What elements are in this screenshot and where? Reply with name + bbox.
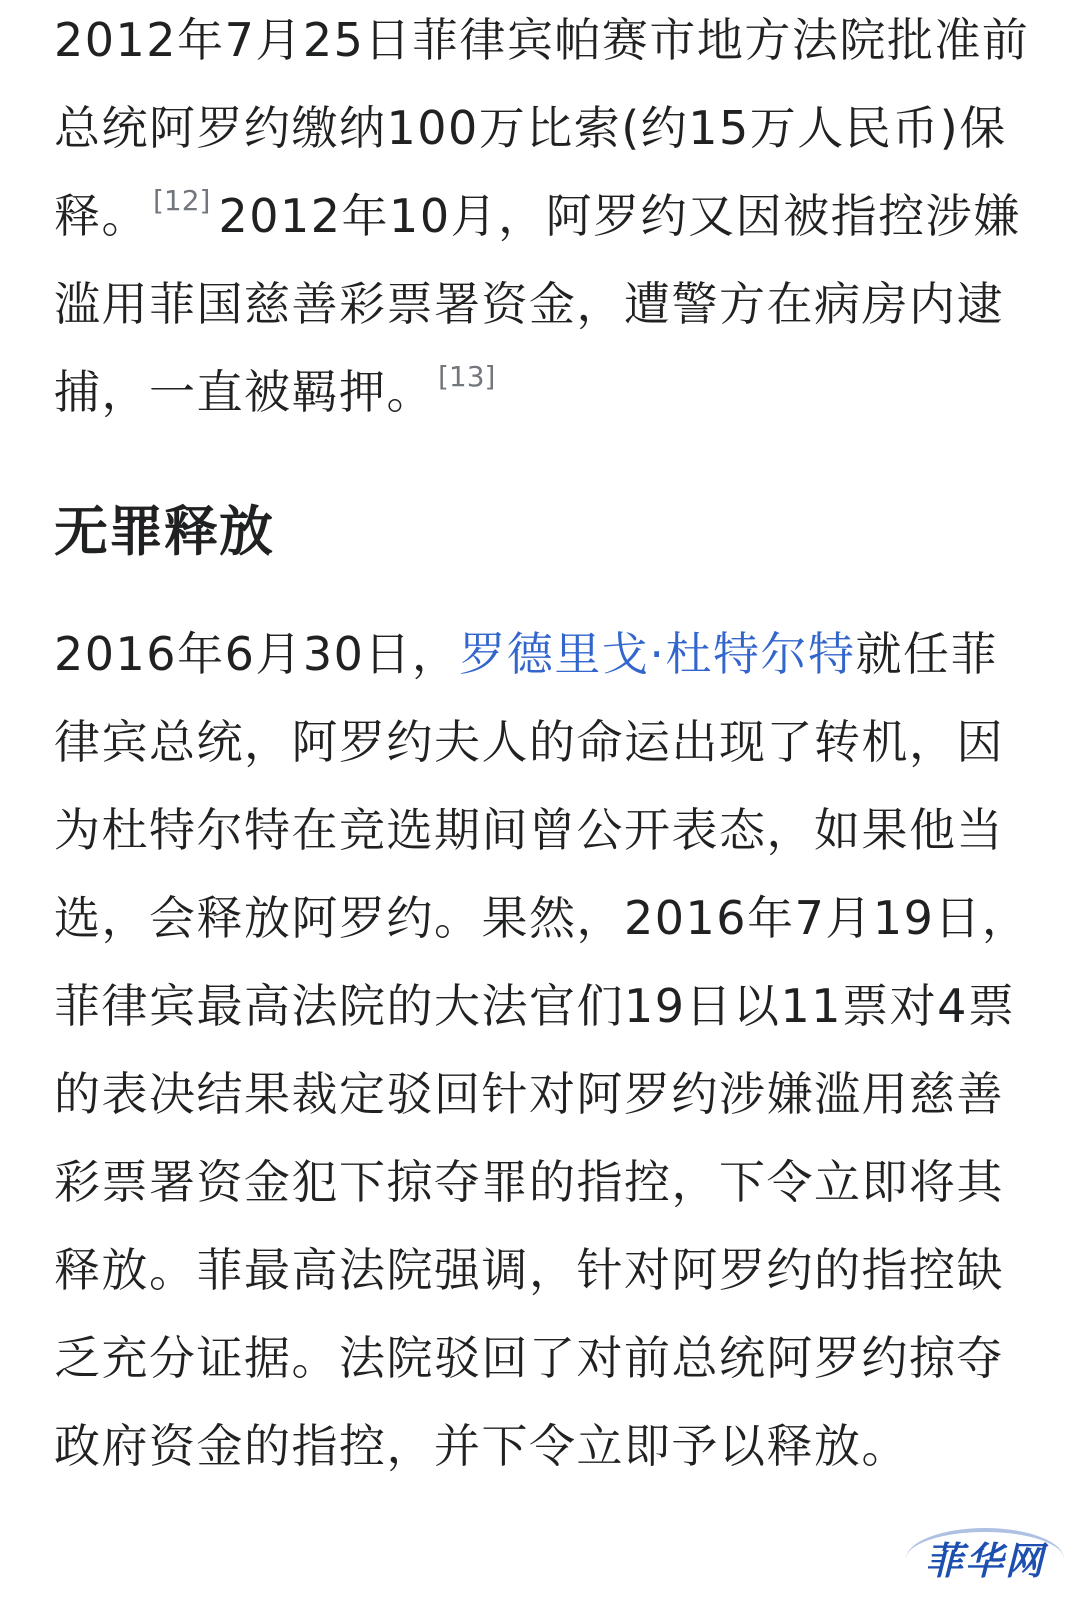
article-paragraph bbox=[54, 610, 1039, 1490]
article-content bbox=[54, 0, 1039, 1490]
citation-link[interactable]: [13] bbox=[438, 360, 496, 393]
site-watermark-logo bbox=[896, 1514, 1074, 1600]
paragraph-text: 就任菲律宾总统，阿罗约夫人的命运出现了转机，因为杜特尔特在竞选期间曾公开表态，如果他当选，会释放阿罗约。果然，2016年7月19日，菲律宾最高法院的大法官们19日以11票对4票的表决结果裁定驳回针对阿罗约涉嫌滥用慈善彩票署资金犯下掠夺罪的指控，下令立即将其释放。菲最高法院强调，针对阿罗约的指控缺乏充分证据。法院驳回了对前总统阿罗约掠夺政府资金的指控，并下令立即予以释放。 bbox=[54, 627, 1030, 1473]
article-paragraph bbox=[54, 0, 1039, 436]
person-link-duterte[interactable]: 罗德里戈·杜特尔特 bbox=[459, 627, 856, 681]
paragraph-text: 2016年6月30日， bbox=[54, 627, 460, 681]
paragraph-text: 2012年10月，阿罗约又因被指控涉嫌滥用菲国慈善彩票署资金，遭警方在病房内逮捕，一直被羁押。 bbox=[54, 189, 1021, 419]
paragraph-text: 2012年7月25日菲律宾帕赛市地方法院批准前总统阿罗约缴纳100万比索(约15万人民币)保释。 bbox=[54, 13, 1030, 243]
watermark-arc-decoration bbox=[906, 1528, 1064, 1590]
citation-link[interactable]: [12] bbox=[153, 184, 211, 217]
watermark-text: 菲华网 bbox=[924, 1537, 1045, 1583]
section-heading: 无罪释放 bbox=[54, 500, 274, 563]
